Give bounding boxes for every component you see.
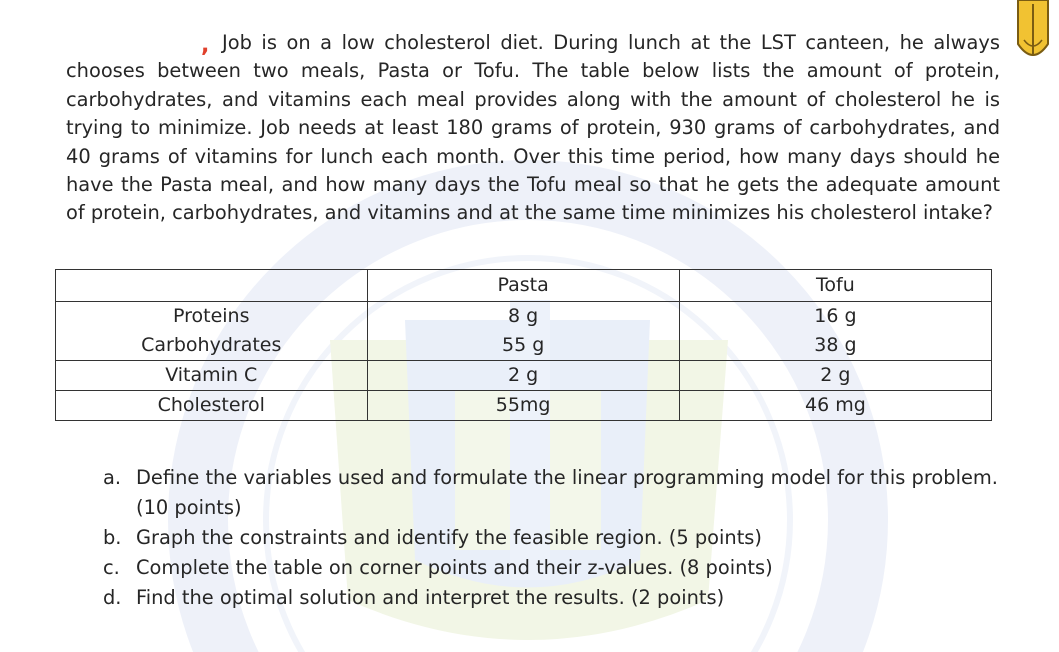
table-header-blank — [56, 270, 368, 302]
question-text: Complete the table on corner points and their z-values. (8 points) — [136, 556, 773, 579]
table-row — [56, 302, 992, 332]
table-header-pasta: Pasta — [367, 270, 679, 302]
pasta-value: 55 g — [367, 331, 679, 361]
question-item — [103, 553, 1003, 583]
row-label: Cholesterol — [56, 391, 368, 421]
question-letter: c. — [103, 556, 120, 579]
question-letter: a. — [103, 466, 122, 489]
problem-text: Job is on a low cholesterol diet. During lunch at the LST canteen, he always chooses between two meals, Pasta or Tofu. The table below lists the amount of protein, carbohydrates, and vitamins each meal provides along with the amount of cholesterol he is trying to minimize. Job needs at least 180 grams of protein, 930 grams of carbohydrates, and 40 grams of vitamins for lunch each month. Over this time period, how many days should he have the Pasta meal, and how many days the Tofu meal so that he gets the adequate amount of protein, carbohydrates, and vitamins and at the same time minimizes his cholesterol intake? — [66, 31, 1000, 225]
tofu-value: 2 g — [679, 361, 991, 391]
pasta-value: 55mg — [367, 391, 679, 421]
question-list — [103, 463, 1003, 613]
question-letter: d. — [103, 586, 122, 609]
tofu-value: 16 g — [679, 302, 991, 332]
table-row — [56, 331, 992, 361]
pen-icon — [1010, 0, 1056, 66]
question-item — [103, 523, 1003, 553]
row-label: Proteins — [56, 302, 368, 332]
question-text: Define the variables used and formulate the linear programming model for this problem. (10 points) — [136, 466, 998, 519]
table-header-row — [56, 270, 992, 302]
question-text: Find the optimal solution and interpret the results. (2 points) — [136, 586, 725, 609]
question-text: Graph the constraints and identify the feasible region. (5 points) — [136, 526, 762, 549]
problem-statement — [66, 29, 1000, 228]
tofu-value: 46 mg — [679, 391, 991, 421]
pasta-value: 2 g — [367, 361, 679, 391]
nutrition-table — [55, 269, 992, 421]
question-item — [103, 463, 1003, 523]
tofu-value: 38 g — [679, 331, 991, 361]
pasta-value: 8 g — [367, 302, 679, 332]
table-row — [56, 361, 992, 391]
question-letter: b. — [103, 526, 122, 549]
row-label: Vitamin C — [56, 361, 368, 391]
table-header-tofu: Tofu — [679, 270, 991, 302]
table-row — [56, 391, 992, 421]
row-label: Carbohydrates — [56, 331, 368, 361]
question-item — [103, 583, 1003, 613]
red-annotation-mark: , — [201, 33, 210, 58]
